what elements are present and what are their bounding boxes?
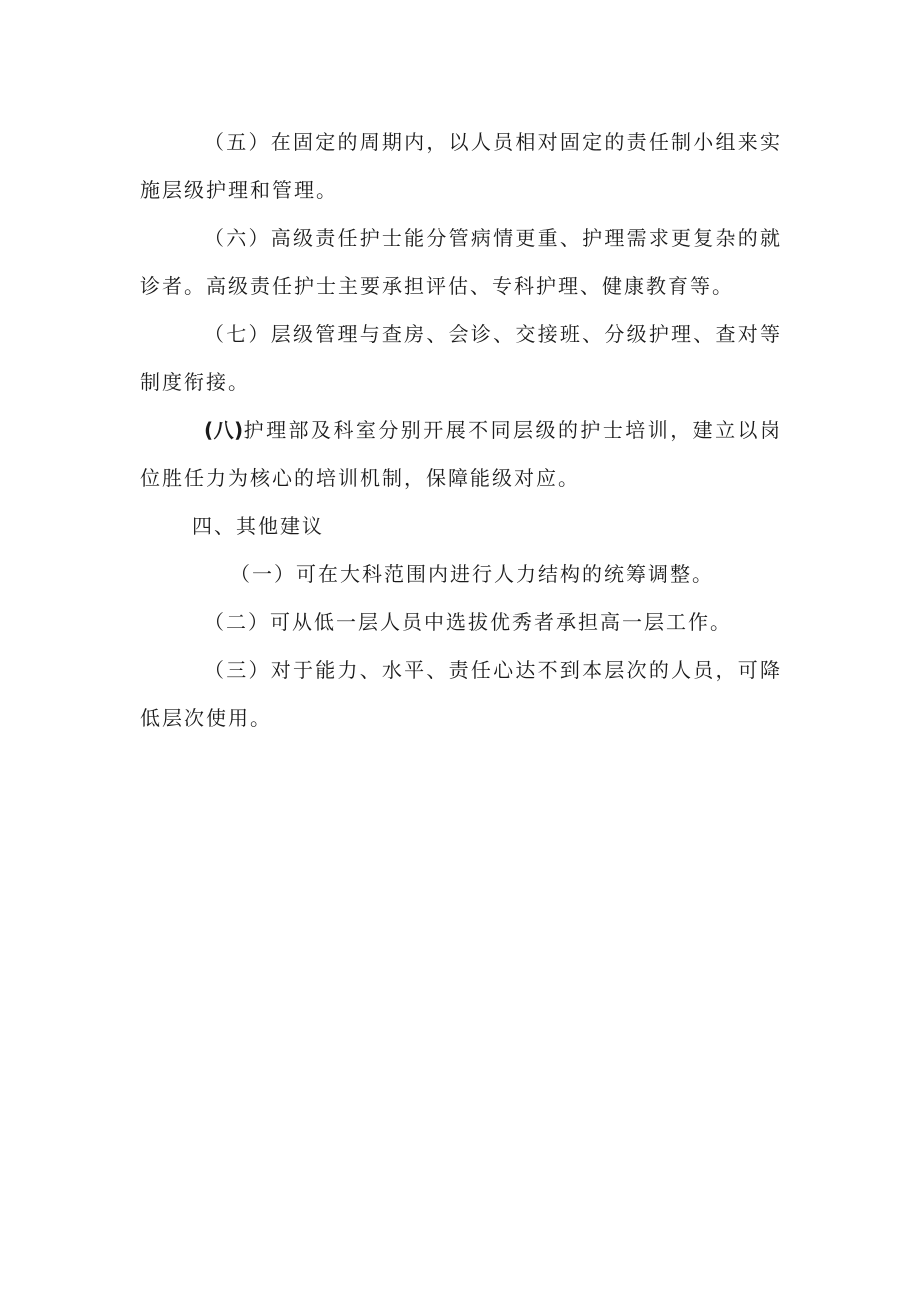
document-body	[140, 118, 782, 742]
suggestion-text: 可从低一层人员中选拔优秀者承担高一层工作。	[270, 610, 732, 634]
paragraph-5	[140, 118, 782, 214]
paragraph-7	[140, 310, 782, 406]
paragraph-6	[140, 214, 782, 310]
paragraph-marker: （六）	[204, 226, 271, 250]
paragraph-text: 层级管理与查房、会诊、交接班、分级护理、查对等制度衔接。	[140, 322, 783, 394]
paragraph-text: 在固定的周期内，以人员相对固定的责任制小组来实施层级护理和管理。	[140, 130, 783, 202]
paragraph-text: 护理部及科室分别开展不同层级的护士培训，建立以岗位胜任力为核心的培训机制，保障能级对应。	[140, 418, 783, 490]
paragraph-8	[140, 406, 782, 502]
suggestion-marker: （一）	[230, 562, 296, 586]
suggestion-3	[140, 646, 782, 742]
suggestion-marker: （二）	[204, 610, 270, 634]
suggestion-2	[140, 598, 782, 646]
paragraph-marker: （五）	[204, 130, 271, 154]
suggestion-text: 对于能力、水平、责任心达不到本层次的人员，可降低层次使用。	[140, 658, 783, 730]
section-heading: 四、其他建议	[192, 514, 324, 538]
suggestion-text: 可在大科范围内进行人力结构的统筹调整。	[296, 562, 714, 586]
suggestion-1	[140, 550, 782, 598]
paragraph-text: 高级责任护士能分管病情更重、护理需求更复杂的就诊者。高级责任护士主要承担评估、专科护理、健康教育等。	[140, 226, 783, 298]
paragraph-marker: (八)	[204, 418, 244, 442]
paragraph-marker: （七）	[204, 322, 271, 346]
suggestion-marker: （三）	[204, 658, 271, 682]
